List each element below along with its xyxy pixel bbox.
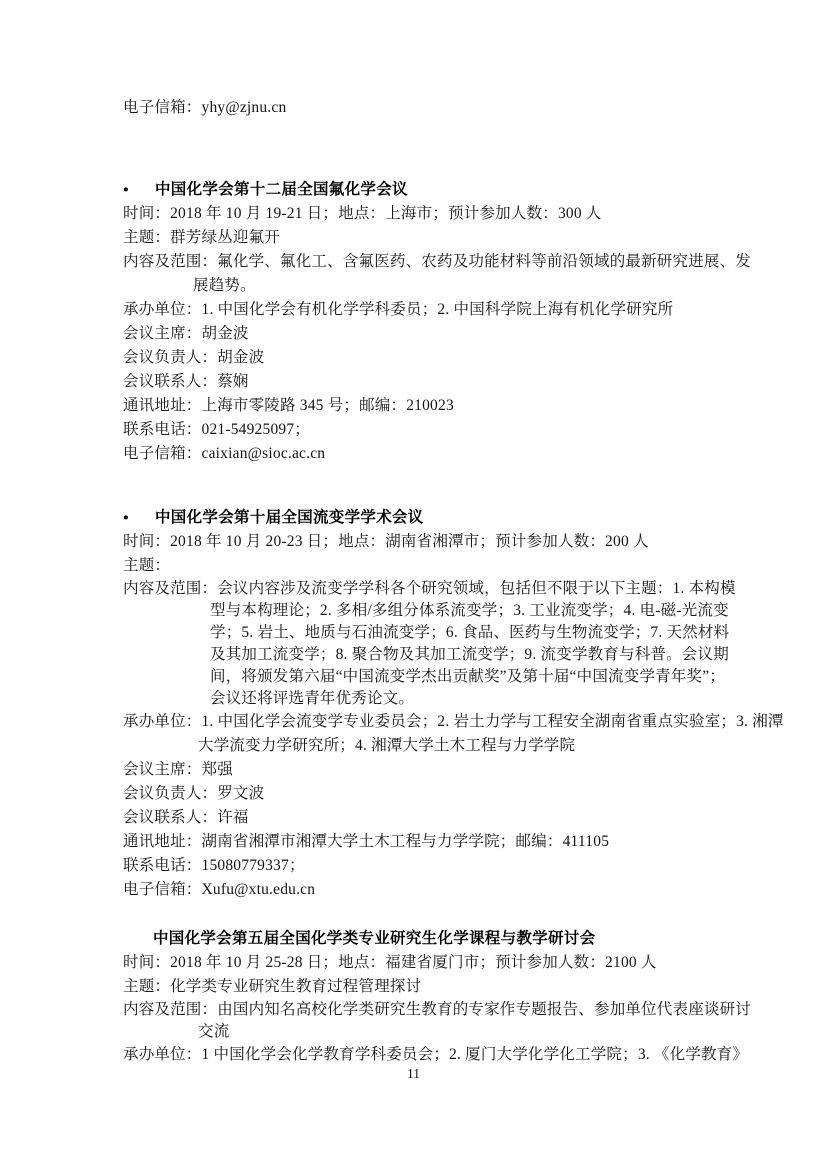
- line-organizers-cont: 大学流变力学研究所；4. 湘潭大学土木工程与力学学院: [198, 737, 576, 754]
- entry-title: 中国化学会第五届全国化学类专业研究生化学课程与教学研讨会: [153, 930, 596, 947]
- line-scope-cont: 及其加工流变学；8. 聚合物及其加工流变学；9. 流变学教育与科普。会议期: [210, 646, 729, 663]
- bullet-icon: ●: [123, 185, 130, 195]
- line-chair: 会议主席：郑强: [123, 761, 233, 778]
- line-scope-cont: 展趋势。: [193, 277, 256, 294]
- section-graduate-education-symposium: [123, 927, 823, 1067]
- line-scope-cont: 间，将颁发第六届“中国流变学杰出贡献奖”及第十届“中国流变学青年奖”；: [210, 668, 726, 685]
- line-organizers: 承办单位：1 中国化学会化学教育学科委员会；2. 厦门大学化学化工学院；3. 《化学教育》: [123, 1046, 749, 1063]
- line-chair: 会议主席：胡金波: [123, 325, 249, 342]
- page-content: [123, 0, 823, 1067]
- line-email: 电子信箱：yhy@zjnu.cn: [123, 99, 287, 116]
- line-time-location: 时间：2018 年 10 月 19-21 日；地点：上海市；预计参加人数：300 人: [123, 205, 602, 222]
- line-organizers: 承办单位：1. 中国化学会有机化学学科委员；2. 中国科学院上海有机化学研究所: [123, 301, 674, 318]
- line-scope-cont: 会议还将评选青年优秀论文。: [210, 690, 415, 707]
- line-phone: 联系电话：15080779337；: [123, 857, 305, 874]
- page-number: 11: [407, 1066, 420, 1081]
- line-scope: 内容及范围：由国内知名高校化学类研究生教育的专家作专题报告、参加单位代表座谈研讨: [123, 1001, 752, 1018]
- entry-title: 中国化学会第十届全国流变学学术会议: [155, 509, 424, 526]
- line-theme: 主题：: [123, 557, 171, 574]
- bullet-icon: ●: [123, 513, 130, 523]
- line-scope-cont: 型与本构理论；2. 多相/多组分体系流变学；3. 工业流变学；4. 电-磁-光流变: [210, 602, 729, 619]
- line-scope-cont: 交流: [198, 1023, 230, 1040]
- section-rheology-conference: [123, 506, 823, 902]
- section-previous-entry-tail: [123, 96, 823, 120]
- section-fluorine-chemistry-conference: [123, 178, 823, 466]
- line-address: 通讯地址：湖南省湘潭市湘潭大学土木工程与力学学院；邮编：411105: [123, 833, 610, 850]
- line-scope-cont: 学；5. 岩土、地质与石油流变学；6. 食品、医药与生物流变学；7. 天然材料: [210, 624, 730, 641]
- entry-heading: [123, 178, 823, 202]
- line-phone: 联系电话：021-54925097；: [123, 421, 311, 438]
- line-time-location: 时间：2018 年 10 月 25-28 日；地点：福建省厦门市；预计参加人数：2100 人: [123, 954, 657, 971]
- line-organizers: 承办单位：1. 中国化学会流变学专业委员会；2. 岩土力学与工程安全湖南省重点实验室；3. 湘潭: [123, 713, 784, 730]
- line-theme: 主题：群芳绿丛迎氟开: [123, 229, 281, 246]
- entry-heading: [123, 506, 823, 530]
- line-contact-person: 会议联系人：许福: [123, 809, 249, 826]
- line-email: 电子信箱：Xufu@xtu.edu.cn: [123, 881, 316, 898]
- entry-title: 中国化学会第十二届全国氟化学会议: [155, 181, 408, 198]
- line-contact-person: 会议联系人：蔡娴: [123, 373, 249, 390]
- line-lead: 会议负责人：罗文波: [123, 785, 265, 802]
- line-theme: 主题：化学类专业研究生教育过程管理探讨: [123, 978, 422, 995]
- line-scope: 内容及范围：氟化学、氟化工、含氟医药、农药及功能材料等前沿领域的最新研究进展、发: [123, 253, 752, 270]
- line-email: 电子信箱：caixian@sioc.ac.cn: [123, 445, 326, 462]
- line-scope: 内容及范围：会议内容涉及流变学学科各个研究领域，包括但不限于以下主题：1. 本构模: [123, 580, 736, 597]
- line-address: 通讯地址：上海市零陵路 345 号；邮编：210023: [123, 397, 454, 414]
- entry-heading: [153, 927, 823, 951]
- line-lead: 会议负责人：胡金波: [123, 349, 265, 366]
- line-time-location: 时间：2018 年 10 月 20-23 日；地点：湖南省湘潭市；预计参加人数：200 人: [123, 533, 649, 550]
